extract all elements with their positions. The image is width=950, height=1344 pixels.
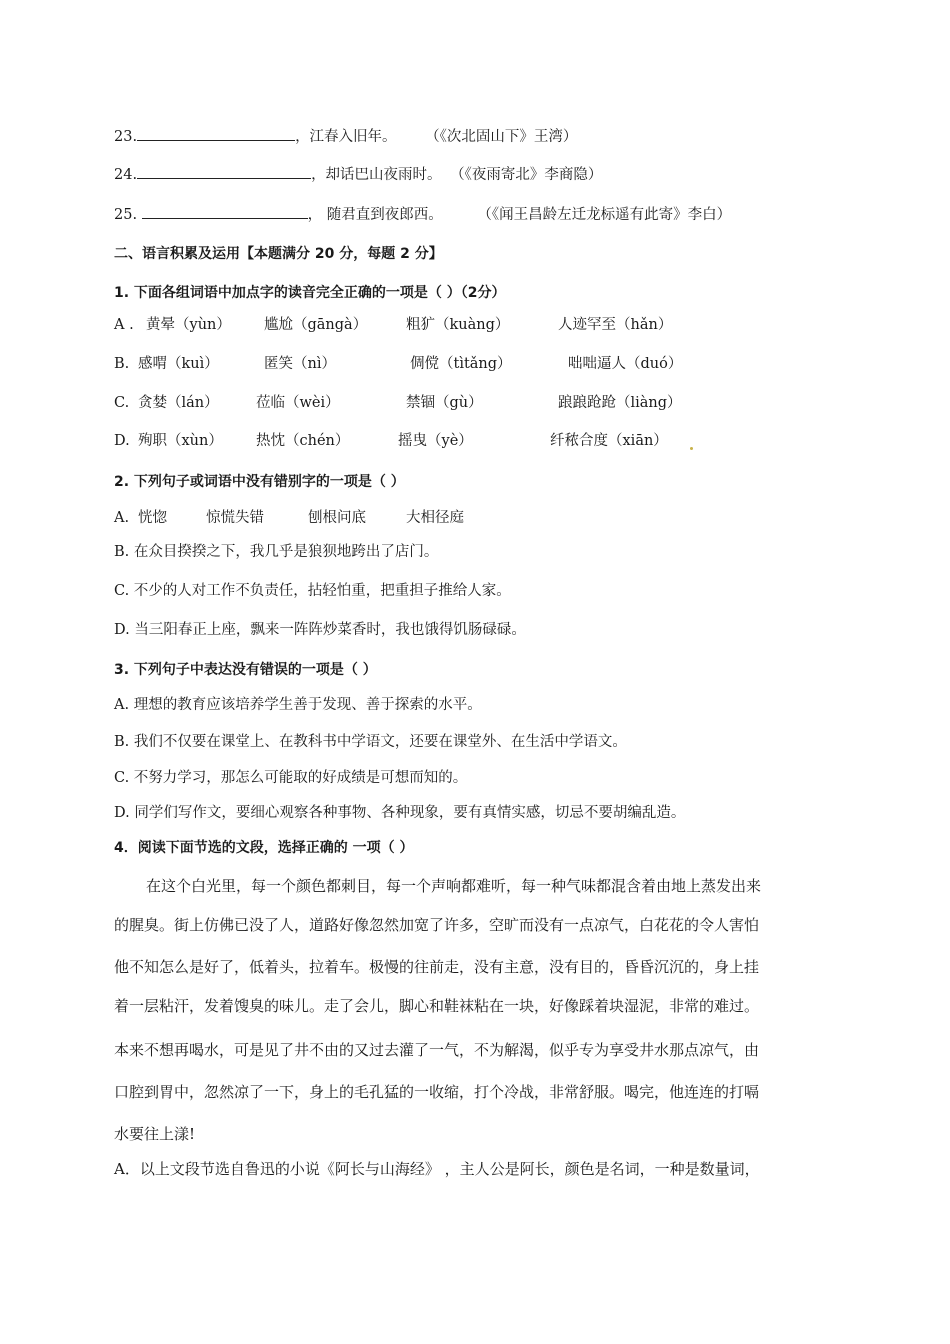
section-heading: 二、语言积累及运用【本题满分 20 分，每题 2 分】 <box>114 246 443 262</box>
q2-option-b[interactable]: B. 在众目揆揆之下，我几乎是狼狈地跨出了店门。 <box>114 544 439 560</box>
question-1-stem: 1. 下面各组词语中加点字的读音完全正确的一项是（ ）（2分） <box>114 285 506 301</box>
q3-option-b[interactable]: B. 我们不仅要在课堂上、在教科书中学语文，还要在课堂外、在生活中学语文。 <box>114 734 627 750</box>
word-item: 禁锢（gù） <box>406 395 483 411</box>
word-item: 尴尬（gāngà） <box>264 317 368 333</box>
option-label: C. <box>114 395 130 411</box>
q1-option-c[interactable] <box>114 393 682 413</box>
q1-option-d[interactable] <box>114 431 668 451</box>
option-label: A . <box>114 317 134 333</box>
poem-text: ， 随君直到夜郎西。 <box>307 207 443 223</box>
word-item: 倜傥（tìtǎng） <box>410 356 512 372</box>
poem-source: （《闻王昌龄左迁龙标遥有此寄》李白） <box>477 207 732 223</box>
q2-option-a[interactable] <box>114 508 464 528</box>
poem-text: ，却话巴山夜雨时。 <box>311 167 442 183</box>
poem-line-24 <box>114 164 602 185</box>
passage-line: 本来不想再喝水，可是见了井不由的又过去灌了一气，不为解渴，似乎专为享受井水那点凉气，由 <box>114 1041 760 1059</box>
decoration-dot <box>688 431 695 451</box>
word-item: 人迹罕至（hǎn） <box>558 317 673 333</box>
poem-text: ，江春入旧年。 <box>295 129 397 145</box>
poem-number: 23. <box>114 129 138 145</box>
passage-line: 在这个白光里，每一个颜色都刺目，每一个声响都难听，每一种气味都混含着由地上蒸发出来 <box>146 877 762 895</box>
poem-line-25 <box>114 204 731 225</box>
option-label: B. <box>114 356 130 372</box>
answer-blank[interactable] <box>137 126 295 141</box>
word-item: 贪婪（lán） <box>138 395 219 411</box>
word-item: 惊慌失错 <box>206 510 264 526</box>
poem-number: 24. <box>114 167 138 183</box>
passage-line: 口腔到胃中，忽然凉了一下，身上的毛孔猛的一收缩，打个冷战，非常舒服。喝完，他连连的打嗝 <box>114 1083 760 1101</box>
word-item: 黄晕（yùn） <box>146 317 231 333</box>
word-item: 大相径庭 <box>406 510 464 526</box>
word-item: 摇曳（yè） <box>398 433 473 449</box>
question-3-stem: 3. 下列句子中表达没有错误的一项是（ ） <box>114 662 377 678</box>
word-item: 粗犷（kuàng） <box>406 317 510 333</box>
passage-line: 的腥臭。街上仿佛已没了人，道路好像忽然加宽了许多，空旷而没有一点凉气，白花花的令人害怕 <box>114 916 760 934</box>
answer-blank[interactable] <box>142 204 308 219</box>
passage-line: 着一层粘汗，发着馊臭的味儿。走了会儿，脚心和鞋袜粘在一块，好像踩着块湿泥，非常的难过。 <box>114 997 760 1015</box>
word-item: 莅临（wèi） <box>256 395 340 411</box>
word-item: 咄咄逼人（duó） <box>568 356 683 372</box>
word-item: 匿笑（nì） <box>264 356 336 372</box>
poem-source: （《夜雨寄北》李商隐） <box>450 167 603 183</box>
word-item: 热忱（chén） <box>256 433 350 449</box>
passage-line: 水要往上漾! <box>114 1125 196 1143</box>
passage-line: 他不知怎么是好了，低着头，拉着车。极慢的往前走，没有主意，没有目的，昏昏沉沉的，身上挂 <box>114 958 760 976</box>
poem-number: 25. <box>114 207 138 223</box>
q2-option-d[interactable]: D. 当三阳春正上座，飘来一阵阵炒菜香时，我也饿得饥肠碌碌。 <box>114 622 526 638</box>
poem-source: （《次北固山下》王湾） <box>425 129 578 145</box>
word-item: 殉职（xùn） <box>138 433 223 449</box>
poem-line-23 <box>114 126 577 147</box>
word-item: 踉踉跄跄（liàng） <box>558 395 682 411</box>
question-2-stem: 2. 下列句子或词语中没有错别字的一项是（ ） <box>114 474 405 490</box>
option-label: D. <box>114 433 130 449</box>
word-item: 纤秾合度（xiān） <box>550 433 668 449</box>
q1-option-a[interactable] <box>114 315 673 335</box>
q4-option-a[interactable]: A．以上文段节选自鲁迅的小说《阿长与山海经》 ，主人公是阿长，颜色是名词，一种是数量词， <box>114 1160 760 1178</box>
question-4-stem: 4．阅读下面节选的文段，选择正确的 一项（ ） <box>114 840 414 856</box>
answer-blank[interactable] <box>137 164 311 179</box>
q1-option-b[interactable] <box>114 354 683 374</box>
q3-option-a[interactable]: A. 理想的教育应该培养学生善于发现、善于探索的水平。 <box>114 697 482 713</box>
q3-option-d[interactable]: D. 同学们写作文，要细心观察各种事物、各种现象，要有真情实感，切忌不要胡编乱造。 <box>114 805 686 821</box>
q3-option-c[interactable]: C. 不努力学习，那怎么可能取的好成绩是可想而知的。 <box>114 770 468 786</box>
word-item: 恍惚 <box>138 510 167 526</box>
word-item: 感喟（kuì） <box>138 356 219 372</box>
word-item: 刨根问底 <box>308 510 366 526</box>
q2-option-c[interactable]: C. 不少的人对工作不负责任，拈轻怕重，把重担子推给人家。 <box>114 583 511 599</box>
option-label: A. <box>114 510 130 526</box>
